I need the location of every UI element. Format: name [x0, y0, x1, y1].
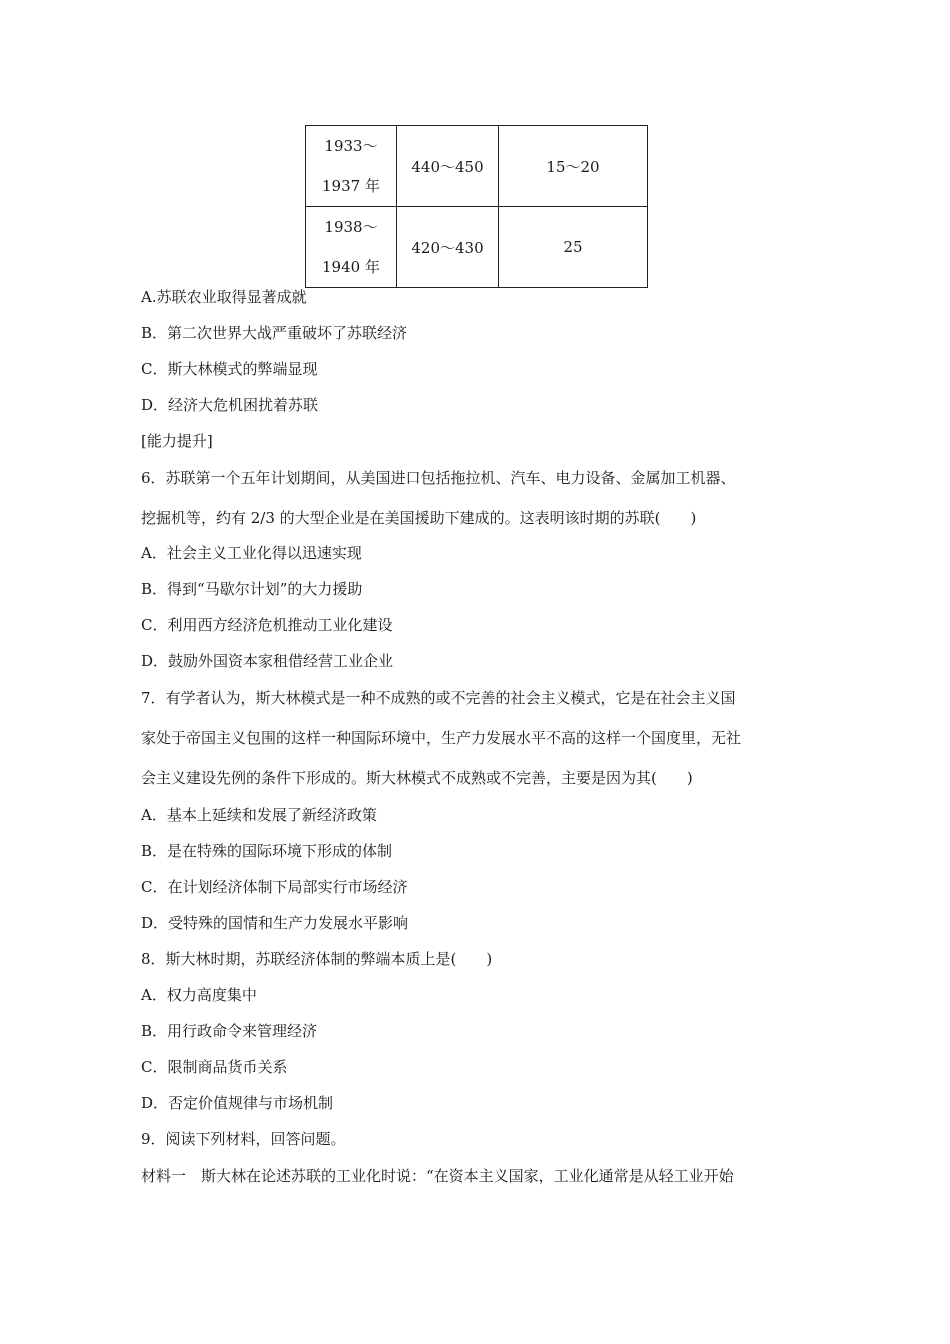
option-line: A．权力高度集中	[141, 986, 257, 1004]
period-end: 1940 年	[322, 258, 380, 276]
table-row	[306, 126, 648, 207]
question-text: 6．苏联第一个五年计划期间，从美国进口包括拖拉机、汽车、电力设备、金属加工机器、	[141, 469, 736, 487]
question-text: 家处于帝国主义包围的这样一种国际环境中，生产力发展水平不高的这样一个国度里，无社	[141, 729, 742, 747]
period-start: 1938～	[324, 218, 378, 236]
table-cell-period	[306, 126, 397, 207]
option-line: A．基本上延续和发展了新经济政策	[141, 806, 377, 824]
table-cell-value: 15～20	[499, 126, 648, 207]
question-text: 7．有学者认为，斯大林模式是一种不成熟的或不完善的社会主义模式，它是在社会主义国	[141, 689, 736, 707]
option-line: B．是在特殊的国际环境下形成的体制	[141, 842, 393, 860]
option-line: D．受特殊的国情和生产力发展水平影响	[141, 914, 409, 932]
question-text: 9．阅读下列材料，回答问题。	[141, 1130, 346, 1148]
option-line: C．斯大林模式的弊端显现	[141, 360, 318, 378]
table-cell-value: 440～450	[397, 126, 499, 207]
section-heading: [能力提升]	[141, 432, 213, 450]
option-line: B．第二次世界大战严重破坏了苏联经济	[141, 324, 408, 342]
question-text: 8．斯大林时期，苏联经济体制的弊端本质上是( )	[141, 950, 493, 968]
option-line: D．经济大危机困扰着苏联	[141, 396, 319, 414]
question-text: 会主义建设先例的条件下形成的。斯大林模式不成熟或不完善，主要是因为其( )	[141, 769, 693, 787]
option-line: C．利用西方经济危机推动工业化建设	[141, 616, 393, 634]
option-line: C．在计划经济体制下局部实行市场经济	[141, 878, 408, 896]
material-text: 材料一 斯大林在论述苏联的工业化时说：“在资本主义国家，工业化通常是从轻工业开始	[141, 1167, 734, 1185]
table-cell-value: 420～430	[397, 207, 499, 288]
option-line: D．鼓励外国资本家租借经营工业企业	[141, 652, 394, 670]
option-line: A.苏联农业取得显著成就	[141, 288, 307, 306]
table-cell-period	[306, 207, 397, 288]
data-table	[305, 125, 648, 288]
option-line: A．社会主义工业化得以迅速实现	[141, 544, 362, 562]
option-line: B．用行政命令来管理经济	[141, 1022, 318, 1040]
period-end: 1937 年	[322, 177, 380, 195]
option-line: C．限制商品货币关系	[141, 1058, 288, 1076]
table-row	[306, 207, 648, 288]
period-start: 1933～	[324, 137, 378, 155]
option-line: D．否定价值规律与市场机制	[141, 1094, 334, 1112]
option-line: B．得到“马歇尔计划”的大力援助	[141, 580, 363, 598]
question-text: 挖掘机等，约有 2/3 的大型企业是在美国援助下建成的。这表明该时期的苏联( )	[141, 509, 697, 527]
table-cell-value: 25	[499, 207, 648, 288]
